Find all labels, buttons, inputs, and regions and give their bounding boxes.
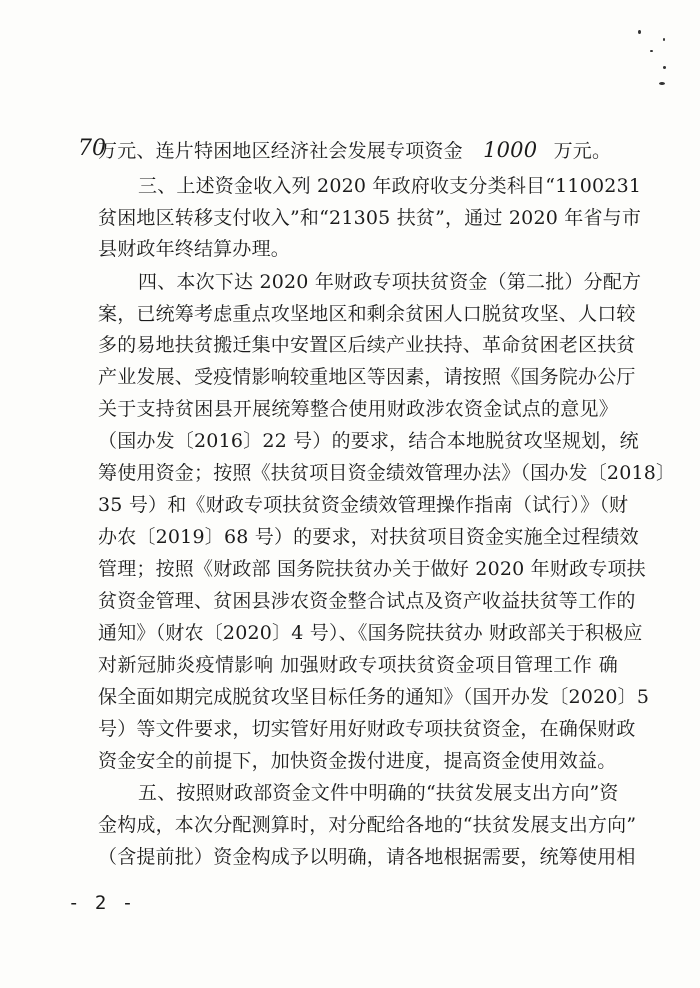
text-line-9: 关于支持贫困县开展统筹整合使用财政涉农资金试点的意见》 <box>98 398 618 420</box>
text-line-8: 产业发展、受疫情影响较重地区等因素，请按照《国务院办公厅 <box>98 366 636 388</box>
text-line-3: 贫困地区转移支付收入”和“21305 扶贫”，通过 2020 年省与市 <box>98 207 642 229</box>
scan-speck <box>663 66 666 69</box>
text-line-1 <box>98 138 618 162</box>
text-line-7: 多的易地扶贫搬迁集中安置区后续产业扶持、革命贫困老区扶贫 <box>98 334 636 356</box>
text-line-21: 五、按照财政部资金文件中明确的“扶贫发展支出方向”资 <box>138 782 619 804</box>
scan-speck <box>663 38 665 41</box>
text-line-2: 三、上述资金收入列 2020 年政府收支分类科目“1100231 <box>138 175 642 197</box>
scan-speck <box>638 30 641 34</box>
text-line-12: 35 号）和《财政专项扶贫资金绩效管理操作指南（试行）》（财 <box>98 494 629 516</box>
text-line-16: 通知》（财农〔2020〕4 号）、《国务院扶贫办 财政部关于积极应 <box>98 622 643 644</box>
text-line-22: 金构成，本次分配测算时，对分配给各地的“扶贫发展支出方向” <box>98 814 637 836</box>
text-line-6: 案，已统筹考虑重点攻坚地区和剩余贫困人口脱贫攻坚、人口较 <box>98 303 636 325</box>
text-line-4: 县财政年终结算办理。 <box>98 238 291 260</box>
scan-speck <box>659 82 665 85</box>
text-line-15: 贫资金管理、贫困县涉农资金整合试点及资产收益扶贫等工作的 <box>98 590 636 612</box>
text-line-23: （含提前批）资金构成予以明确，请各地根据需要，统筹使用相 <box>98 846 636 868</box>
line-text: 万元、连片特困地区经济社会发展专项资金 <box>98 140 463 162</box>
text-line-20: 资金安全的前提下，加快资金拨付进度，提高资金使用效益。 <box>98 750 617 772</box>
text-line-5: 四、本次下达 2020 年财政专项扶贫资金（第二批）分配方 <box>138 271 642 293</box>
text-line-19: 号）等文件要求，切实管好用好财政专项扶贫资金，在确保财政 <box>98 718 636 740</box>
unit-text: 万元。 <box>553 140 612 162</box>
page-number: - 2 - <box>68 892 136 914</box>
text-line-13: 办农〔2019〕68 号）的要求，对扶贫项目资金实施全过程绩效 <box>98 526 639 548</box>
scan-speck <box>650 50 653 52</box>
text-line-17: 对新冠肺炎疫情影响 加强财政专项扶贫资金项目管理工作 确 <box>98 654 618 676</box>
handwritten-amount-1: 70 <box>78 136 106 161</box>
handwritten-amount-2: 1000 <box>483 138 538 162</box>
text-line-11: 筹使用资金；按照《扶贫项目资金绩效管理办法》（国办发〔2018〕 <box>98 462 676 484</box>
text-line-10: （国办发〔2016〕22 号）的要求，结合本地脱贫攻坚规划，统 <box>98 430 639 452</box>
text-line-18: 保全面如期完成脱贫攻坚目标任务的通知》（国开办发〔2020〕5 <box>98 686 650 708</box>
text-line-14: 管理；按照《财政部 国务院扶贫办关于做好 2020 年财政专项扶 <box>98 558 646 580</box>
